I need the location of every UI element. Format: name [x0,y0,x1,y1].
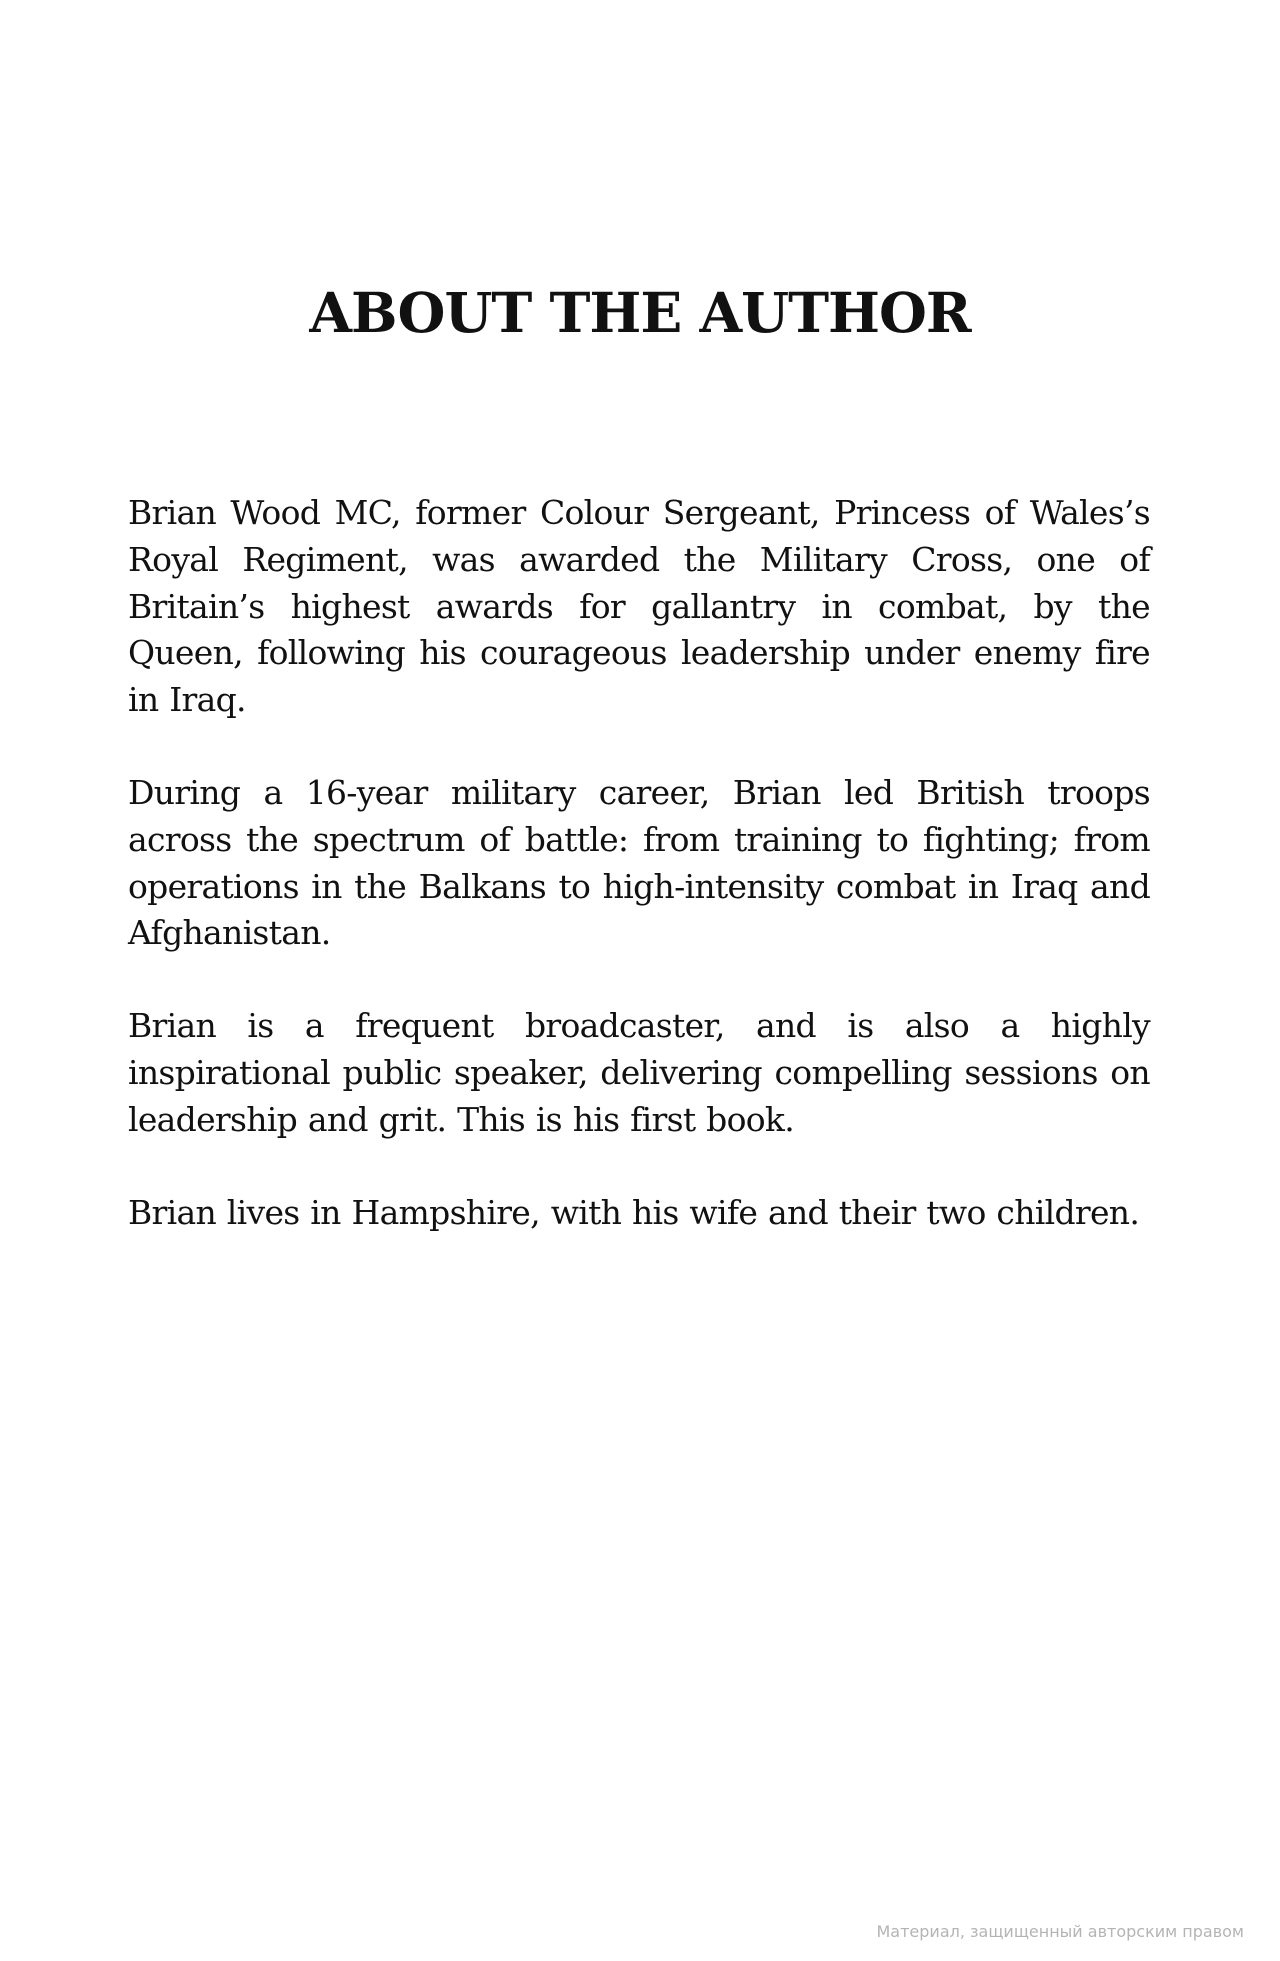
bio-paragraph-3: Brian is a frequent broadcaster, and is also a highly inspirational public speaker, delivering compelling sessions on leadership and grit. This is his first book. [128,1006,1150,1139]
bio-paragraph-4: Brian lives in Hampshire, with his wife and their two children. [128,1192,1140,1232]
bio-paragraph-1: Brian Wood MC, former Colour Sergeant, Princess of Wales’s Royal Regiment, was awarded the Military Cross, one of Britain’s highest awards for gallantry in combat, by the Queen, following his courageous leadership under enemy fire in Iraq. [128,493,1150,720]
bio-paragraph-2: During a 16-year military career, Brian led British troops across the spectrum of battle: from training to fighting; from operations in the Balkans to high-intensity combat in Iraq and Afghanistan. [128,772,1150,953]
page-title: ABOUT THE AUTHOR [309,280,971,345]
copyright-watermark: Материал, защищенный авторским правом [876,1922,1244,1941]
author-bio [128,490,1150,1282]
